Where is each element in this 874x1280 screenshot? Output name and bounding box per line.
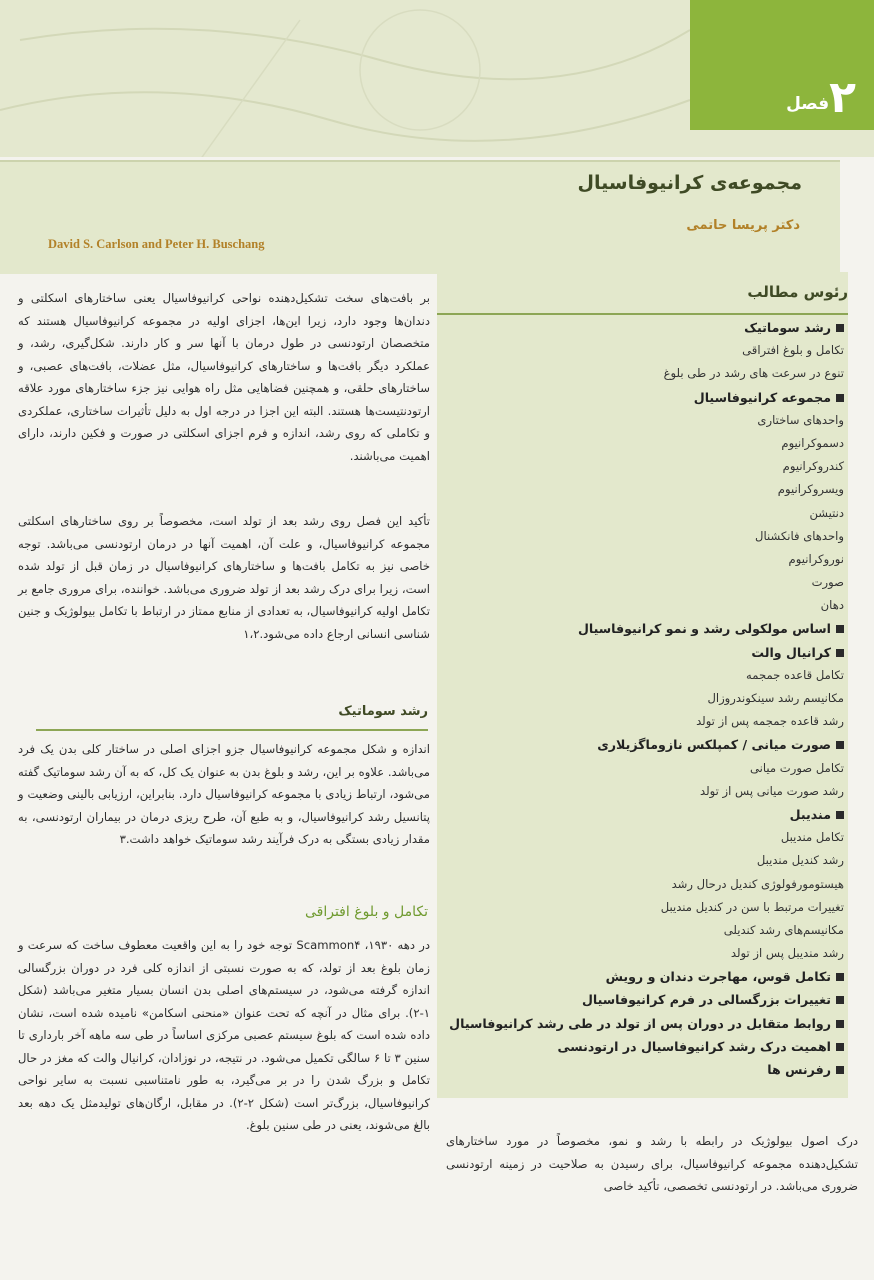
- outline-heading-item: رشد سوماتیک: [454, 316, 844, 339]
- outline-heading-item: مجموعه کرانیوفاسیال: [454, 386, 844, 409]
- outline-subitem: رشد قاعده جمجمه پس از تولد: [696, 714, 844, 729]
- outline-subitem: تکامل قاعده جمجمه: [746, 667, 844, 682]
- decorative-sketch: [0, 0, 690, 160]
- paragraph-5-text: درک اصول بیولوژیک در رابطه با رشد و نمو، مخصوصاً در مورد ساختارهای تشکیل‌دهنده مجموعه کرانیوفاسیال، برای رسیدن به صلاحیت در زمینه ارتودنسی ضروری می‌باشد. در ارتودنسی تخصصی، تأکید خاصی: [446, 1134, 858, 1193]
- paragraph-4: [18, 934, 430, 1132]
- outline-subitem: دسموکرانیوم: [781, 435, 844, 450]
- outline-subitem: رشد کندیل مندیبل: [756, 853, 844, 868]
- translator-name: دکتر پریسا حاتمی: [686, 218, 800, 233]
- outline-subitem: نوروکرانیوم: [788, 551, 844, 566]
- outline-list: [449, 316, 844, 1081]
- section-divider: [36, 729, 428, 731]
- outline-subitem: کندروکرانیوم: [782, 459, 844, 474]
- subsection-heading-differential-maturation: تکامل و بلوغ افتراقی: [304, 904, 428, 920]
- paragraph-3-text: اندازه و شکل مجموعه کرانیوفاسیال جزو اجزای اصلی در ساختار کلی بدن یک فرد می‌باشد. علاوه بر این، رشد و بلوغ بدن به عنوان یک کل، که به آن رشد سوماتیک گفته می‌شود، ارتباط زیادی با مجموعه کرانیوفاسیال دارد. بنابراین، ارزیابی بالینی وضعیت و پتانسیل رشد کرانیوفاسیال، و به طبع آن، طرح ریزی درمان در بیماران ارتودنسی، به مقدار زیادی بستگی به درک فرآیند رشد سوماتیک خواهد داشت.۳: [18, 742, 430, 846]
- outline-subitem: مکانیسم رشد سینکوندروزال: [707, 691, 844, 705]
- outline-heading-item: تکامل قوس، مهاجرت دندان و رویش: [454, 965, 844, 988]
- outline-subitem: صورت: [811, 575, 844, 590]
- outline-subitem: هیستومورفولوژی کندیل درحال رشد: [671, 876, 844, 891]
- outline-subitem: دهان: [820, 598, 844, 613]
- outline-divider: [437, 313, 848, 315]
- section-heading-somatic-growth: رشد سوماتیک: [338, 704, 428, 719]
- outline-heading-item: اهمیت درک رشد کرانیوفاسیال در ارتودنسی: [454, 1035, 844, 1058]
- outline-heading-item: صورت میانی / کمپلکس نازوماگزیلاری: [454, 733, 844, 756]
- outline-subitem: واحدهای ساختاری: [757, 412, 844, 427]
- chapter-word: فصل: [786, 94, 830, 114]
- outline-heading-item: رفرنس ها: [454, 1058, 844, 1081]
- paragraph-4-text: در دهه ۱۹۳۰، Scammon۴ توجه خود را به این واقعیت معطوف ساخت که سرعت و زمان بلوغ بعد از تولد، که به صورت نسبتی از اندازه کلی فرد در دوران بزرگسالی اندازه گرفته می‌شود، در سیستم‌های اصلی بدن انسان بسیار متغیر می‌باشد (شکل ۱-۲). برای مثال در آنچه که تحت عنوان «منحنی اسکامن» نامیده شده است، نشان داده شده است که بلوغ سیستم عصبی مرکزی اساساً در طی سه ماهه آخر بارداری تا سنین ۳ تا ۶ سالگی تکمیل می‌شود. در نتیجه، در نوزادان، کرانیال والت که مغز در حال تکامل و بزرگ شدن را در بر می‌گیرد، به طور نامتناسبی نسبت به سایر نواحی کرانیوفاسیال، بزرگ‌تر است (شکل ۲-۲). در مقابل، ارگان‌های تولیدمثل یک دهه بعد بالغ می‌شوند، یعنی در طی سنین بلوغ.: [18, 938, 430, 1132]
- outline-subitem: واحدهای فانکشنال: [755, 528, 844, 543]
- outline-subitem: مکانیسم‌های رشد کندیلی: [723, 922, 844, 937]
- outline-heading-item: مندیبل: [454, 803, 844, 826]
- outline-subitem: ویسروکرانیوم: [777, 482, 844, 497]
- paragraph-1-text: بر بافت‌های سخت تشکیل‌دهنده نواحی کرانیوفاسیال یعنی ساختارهای اسکلتی و دندان‌ها وجود دارد، زیرا این‌ها، اجزای اولیه در مجموعه کرانیوفاسیال هستند که متخصصان ارتودنسی در طول درمان با آنها سر و کار دارند. شکل‌گیری، رشد، و عملکرد دیگر بافت‌ها و ساختارهای کرانیوفاسیال، مثل عضلات، بافت‌های عصبی، و ساختارهای حلقی، و همچنین فضاهایی مثل راه هوایی نیز جزء ساختارهای مورد علاقه ارتودنتیست‌ها هستند. البته این اجزا در درجه اول به دلیل تأثیرات ساختاری، عملکردی و تکاملی که روی رشد، اندازه و فرم اجزای اسکلتی در صورت و فکین دارند، دارای اهمیت می‌باشند.: [18, 291, 430, 463]
- outline-heading-item: روابط متقابل در دوران پس از تولد در طی رشد کرانیوفاسیال: [454, 1012, 844, 1035]
- outline-subitem: رشد مندیبل پس از تولد: [730, 946, 844, 961]
- outline-subitem: تکامل مندیبل: [780, 830, 844, 845]
- outline-subitem: تغییرات مرتبط با سن در کندیل مندیبل: [660, 899, 844, 914]
- outline-heading-item: اساس مولکولی رشد و نمو کرانیوفاسیال: [454, 617, 844, 640]
- outline-heading-item: کرانیال والت: [454, 641, 844, 664]
- outline-subitem: دنتیشن: [809, 505, 844, 520]
- outline-subitem: تنوع در سرعت های رشد در طی بلوغ: [663, 366, 844, 381]
- paragraph-2-text: تأکید این فصل روی رشد بعد از تولد است، مخصوصاً بر روی ساختارهای اسکلتی مجموعه کرانیوفاسیال، و علت آن، اهمیت آنها در درمان ارتودنسی می‌باشد. توجه خاصی نیز به تکامل بافت‌ها و ساختارهای کرانیوفاسیال در زمان قبل از تولد شده است، زیرا برای درک رشد بعد از تولد ضروری می‌باشد. خواننده، برای مروری جامع بر تکامل اولیه کرانیوفاسیال، به تعدادی از منابع ممتاز در ارتباط با تکامل بیولوژیک و جنین شناسی انسانی ارجاع داده می‌شود.۱،۲: [18, 514, 430, 641]
- chapter-number: ۲: [829, 72, 856, 123]
- outline-subitem: تکامل و بلوغ افتراقی: [742, 343, 844, 358]
- outline-subitem: تکامل صورت میانی: [749, 760, 844, 775]
- chapter-title: مجموعه‌ی کرانیوفاسیال: [577, 172, 802, 194]
- paragraph-2: [18, 510, 430, 690]
- outline-subitem: رشد صورت میانی پس از تولد: [700, 783, 844, 798]
- outline-heading-item: تغییرات بزرگسالی در فرم کرانیوفاسیال: [454, 988, 844, 1011]
- paragraph-1: [18, 287, 430, 512]
- chapter-tab: [690, 0, 874, 130]
- original-authors: David S. Carlson and Peter H. Buschang: [48, 237, 265, 251]
- paragraph-3: [18, 738, 430, 878]
- outline-heading: رئوس مطالب: [747, 283, 848, 301]
- paragraph-5: [446, 1130, 858, 1205]
